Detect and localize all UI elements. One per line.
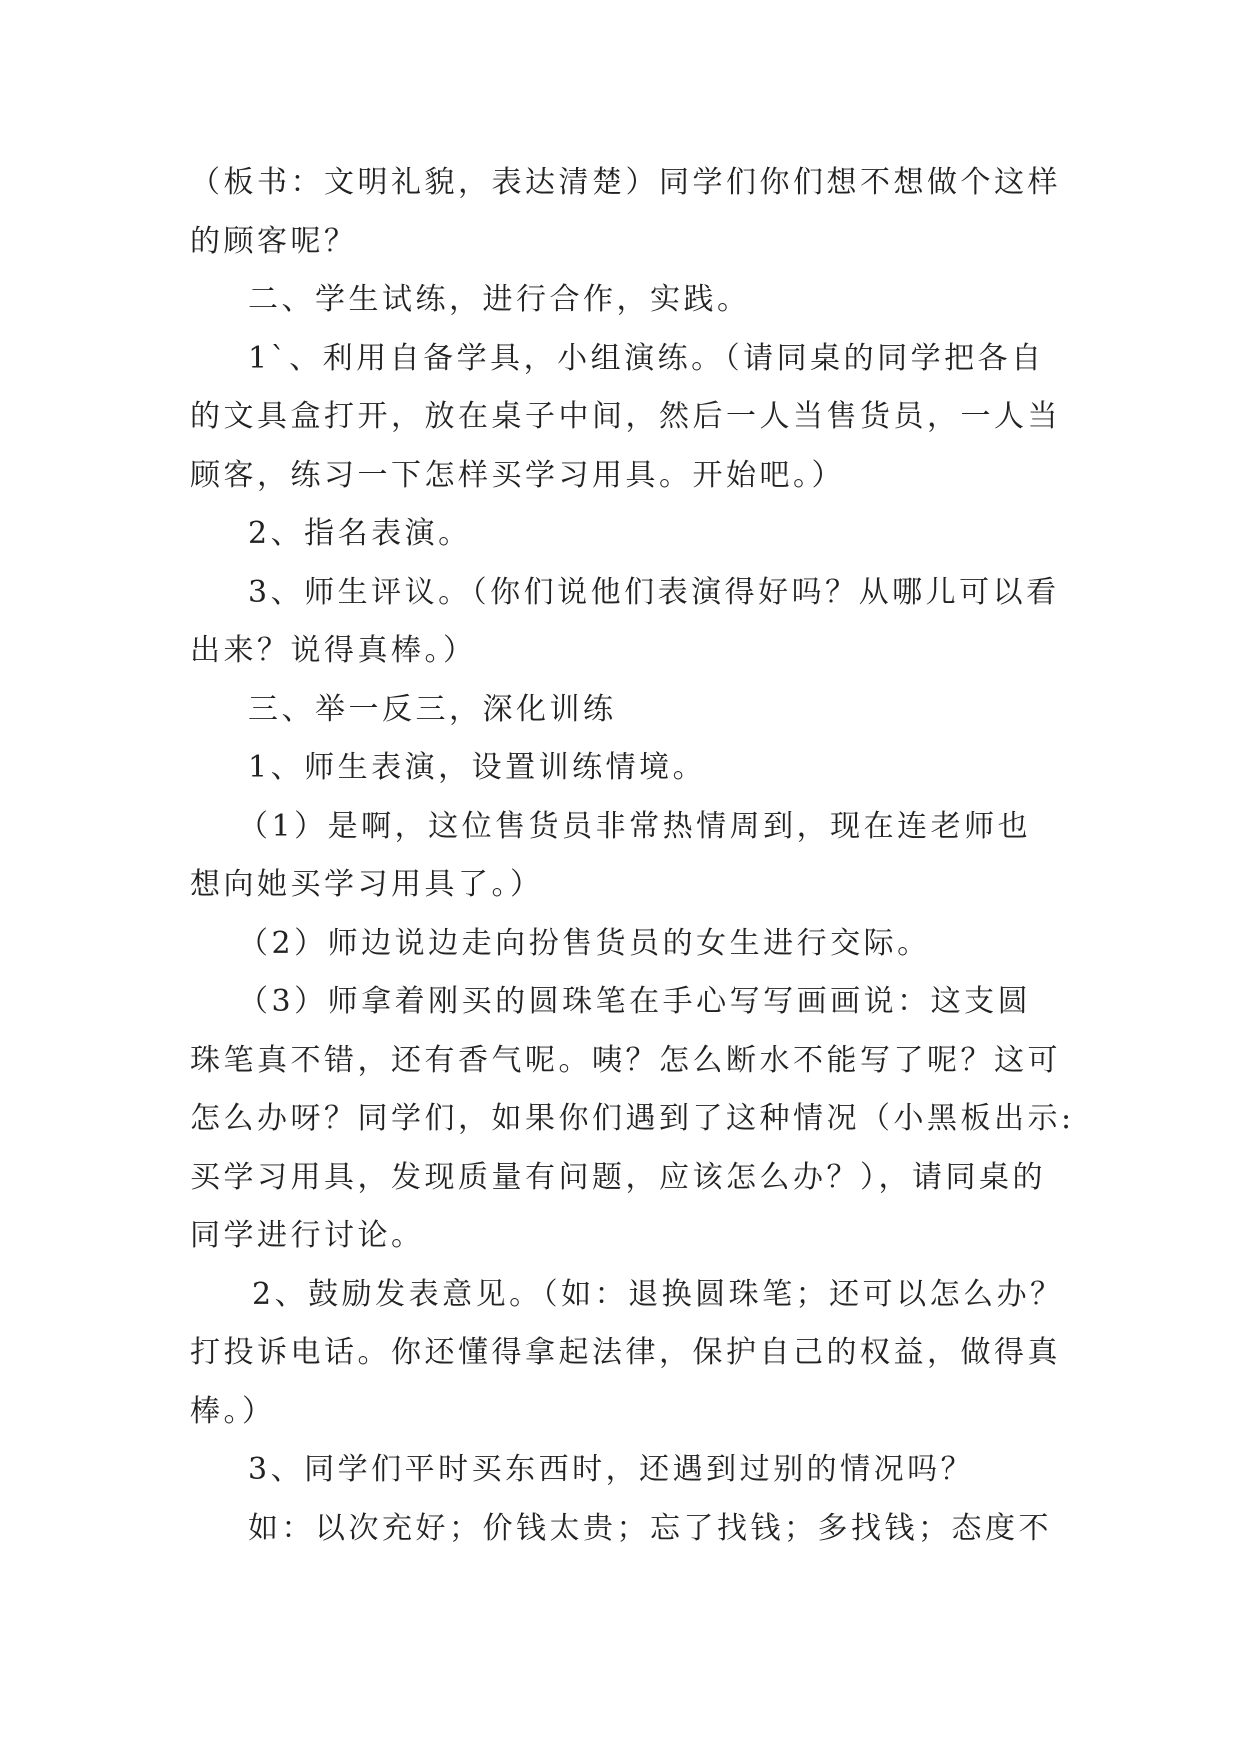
text-line: 顾客，练习一下怎样买学习用具。开始吧。）	[190, 457, 845, 493]
text-line: 的文具盒打开，放在桌子中间，然后一人当售货员，一人当	[190, 399, 1061, 434]
text-line: 想向她买学习用具了。）	[190, 867, 544, 902]
text-line: 怎么办呀？同学们，如果你们遇到了这种情况（小黑板出示:	[190, 1101, 1075, 1136]
paragraph	[190, 564, 1060, 681]
text-line: （板书：文明礼貌，表达清楚）同学们你们想不想做个这样	[190, 165, 1061, 200]
paragraph	[190, 681, 1052, 740]
text-line: 的顾客呢？	[190, 223, 358, 259]
text-line: 2、指名表演。	[248, 516, 472, 551]
document-body	[190, 154, 1075, 1558]
text-line: 3、同学们平时买东西时，还遇到过别的情况吗？	[248, 1452, 975, 1487]
text-line: （2）师边说边走向扮售货员的女生进行交际。	[238, 925, 931, 961]
text-line: 1、师生表演，设置训练情境。	[248, 750, 707, 785]
text-line: 同学进行讨论。	[190, 1218, 425, 1253]
paragraph	[190, 271, 1052, 330]
paragraph	[190, 1500, 1052, 1559]
paragraph	[190, 739, 1052, 798]
text-line: 棒。）	[190, 1393, 276, 1429]
paragraph	[190, 154, 1061, 271]
text-line: 1`、利用自备学具，小组演练。（请同桌的同学把各自	[248, 340, 1045, 376]
paragraph	[190, 505, 1052, 564]
paragraph	[190, 330, 1061, 506]
paragraph	[190, 798, 1052, 915]
text-line: 2、鼓励发表意见。（如：退换圆珠笔；还可以怎么办？	[252, 1276, 1064, 1312]
text-line: （1）是啊，这位售货员非常热情周到，现在连老师也	[238, 808, 1032, 844]
text-line: 3、师生评议。（你们说他们表演得好吗？从哪儿可以看	[248, 574, 1060, 610]
text-line: 二、学生试练，进行合作，实践。	[248, 282, 751, 317]
text-line: 买学习用具，发现质量有问题，应该怎么办？），请同桌的	[190, 1159, 1046, 1195]
text-line: 出来？说得真棒。）	[190, 633, 477, 668]
paragraph	[190, 915, 1052, 974]
text-line: 三、举一反三，深化训练	[248, 691, 617, 727]
paragraph	[190, 1266, 1064, 1442]
text-line: （3）师拿着刚买的圆珠笔在手心写写画画说：这支圆	[238, 984, 1032, 1019]
paragraph	[190, 973, 1075, 1266]
text-line: 如：以次充好；价钱太贵；忘了找钱；多找钱；态度不	[248, 1510, 1052, 1546]
text-line: 珠笔真不错，还有香气呢。咦？怎么断水不能写了呢？这可	[190, 1042, 1061, 1078]
paragraph	[190, 1441, 1052, 1500]
text-line: 打投诉电话。你还懂得拿起法律，保护自己的权益，做得真	[190, 1335, 1061, 1370]
